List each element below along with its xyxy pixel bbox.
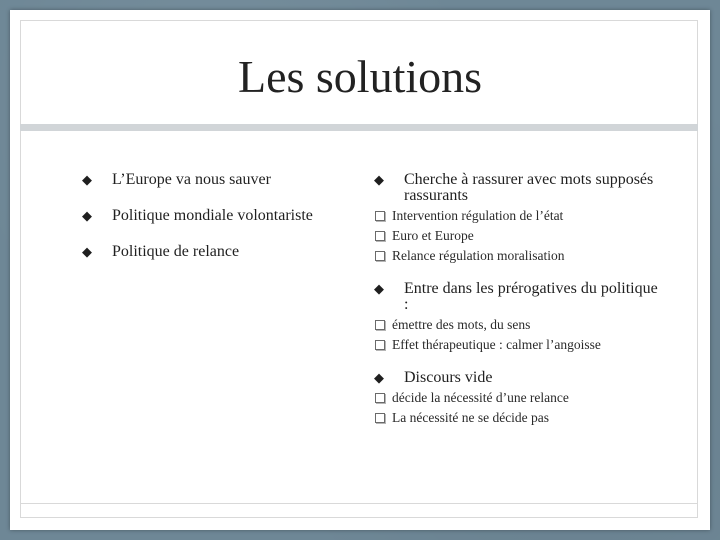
- checkbox-square-icon: [375, 231, 385, 241]
- bullet-item: [82, 208, 352, 224]
- bullet-group: [374, 172, 659, 264]
- checkbox-square-icon: [375, 393, 385, 403]
- diamond-bullet-icon: ◆: [374, 172, 384, 187]
- checkbox-square-icon: [375, 211, 385, 221]
- diamond-bullet-icon: ◆: [374, 281, 384, 296]
- bullet-item: [82, 172, 352, 188]
- diamond-bullet-icon: ◆: [82, 244, 92, 259]
- footer-divider: [20, 503, 698, 504]
- checkbox-square-icon: [375, 251, 385, 261]
- slide: [10, 10, 710, 530]
- bullet-text: Discours vide: [404, 369, 493, 386]
- checkbox-square-icon: [375, 413, 385, 423]
- bullet-item: [82, 244, 352, 260]
- sub-bullet-text: Intervention régulation de l’état: [392, 208, 564, 223]
- right-column: [374, 172, 659, 443]
- diamond-bullet-icon: ◆: [82, 208, 92, 223]
- sub-bullet-list: [374, 208, 659, 264]
- sub-bullet-text: émettre des mots, du sens: [392, 317, 531, 332]
- diamond-bullet-icon: ◆: [82, 172, 92, 187]
- bullet-text: Entre dans les prérogatives du politique :: [404, 280, 658, 313]
- sub-bullet-text: décide la nécessité d’une relance: [392, 390, 569, 405]
- bullet-item: [374, 370, 659, 386]
- left-column: [82, 172, 352, 280]
- title-divider: [20, 124, 698, 131]
- slide-title: Les solutions: [237, 51, 483, 102]
- sub-bullet-item: [374, 410, 659, 426]
- sub-bullet-item: [374, 248, 659, 264]
- sub-bullet-item: [374, 317, 659, 333]
- bullet-text: L’Europe va nous sauver: [112, 171, 271, 188]
- diamond-bullet-icon: ◆: [374, 370, 384, 385]
- checkbox-square-icon: [375, 340, 385, 350]
- sub-bullet-text: Relance régulation moralisation: [392, 248, 565, 263]
- sub-bullet-item: [374, 228, 659, 244]
- bullet-item: [374, 172, 659, 204]
- sub-bullet-list: [374, 390, 659, 426]
- sub-bullet-text: Euro et Europe: [392, 228, 474, 243]
- sub-bullet-text: La nécessité ne se décide pas: [392, 410, 550, 425]
- sub-bullet-item: [374, 390, 659, 406]
- bullet-text: Politique de relance: [112, 243, 240, 260]
- sub-bullet-item: [374, 208, 659, 224]
- sub-bullet-list: [374, 317, 659, 353]
- bullet-group: [374, 370, 659, 426]
- sub-bullet-item: [374, 337, 659, 353]
- sub-bullet-text: Effet thérapeutique : calmer l’angoisse: [392, 337, 601, 352]
- bullet-text: Politique mondiale volontariste: [112, 207, 313, 224]
- bullet-item: [374, 281, 659, 313]
- bullet-group: [374, 281, 659, 353]
- checkbox-square-icon: [375, 320, 385, 330]
- bullet-text: Cherche à rassurer avec mots supposés rassurants: [404, 171, 654, 204]
